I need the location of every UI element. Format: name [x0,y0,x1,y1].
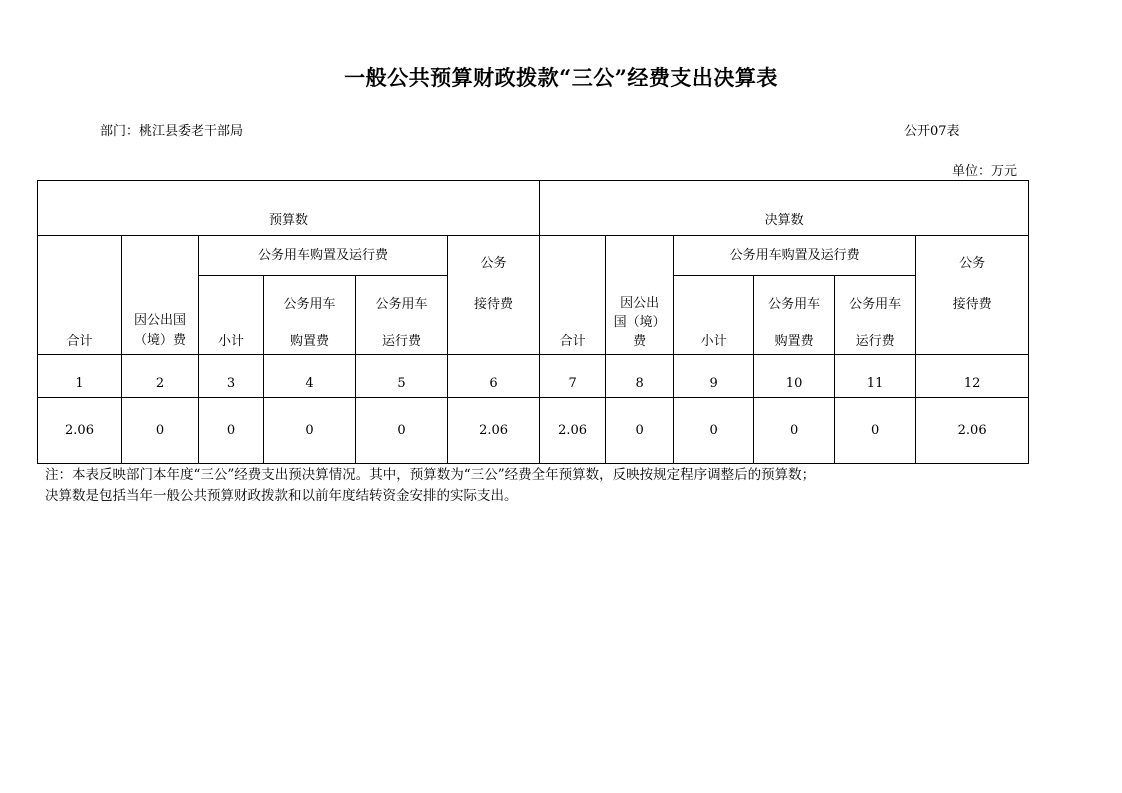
final-abroad-line1: 因公出 [620,296,660,311]
page-title: 一般公共预算财政拨款“三公”经费支出决算表 [344,65,778,90]
value-cell: 0 [264,398,356,464]
final-purchase-line2: 购置费 [774,334,814,349]
footnote-line1: 注：本表反映部门本年度“三公”经费支出预决算情况。其中，预算数为“三公”经费全年预算数，反映按规定程序调整后的预算数； [45,467,816,483]
budget-purchase-header [264,276,356,355]
value-cell: 2.06 [916,398,1029,464]
col-number: 12 [916,355,1029,398]
final-operation-line2: 运行费 [855,334,895,349]
col-number: 8 [606,355,674,398]
final-total-header: 合计 [540,236,606,355]
footnote-line2: 决算数是包括当年一般公共预算财政拨款和以前年度结转资金安排的实际支出。 [45,488,518,504]
budget-reception-line2: 接待费 [474,297,514,312]
final-purchase-header [754,276,835,355]
value-cell: 0 [606,398,674,464]
final-operation-line1: 公务用车 [849,297,902,312]
final-vehicle-group-header: 公务用车购置及运行费 [674,236,916,276]
final-reception-header [916,236,1029,355]
col-number: 9 [674,355,754,398]
value-cell: 0 [835,398,916,464]
budget-reception-header [448,236,540,355]
value-cell: 2.06 [448,398,540,464]
final-purchase-line1: 公务用车 [768,297,821,312]
budget-section-header: 预算数 [38,181,540,236]
unit-label: 单位：万元 [952,164,1018,179]
budget-operation-line1: 公务用车 [375,297,428,312]
value-cell: 2.06 [540,398,606,464]
final-reception-line2: 接待费 [952,297,992,312]
final-abroad-header [606,236,674,355]
final-abroad-line3: 费 [633,334,647,349]
budget-purchase-line1: 公务用车 [283,297,336,312]
col-number: 1 [38,355,122,398]
value-cell: 0 [122,398,199,464]
final-section-header: 决算数 [540,181,1029,236]
col-number: 7 [540,355,606,398]
final-subtotal-header: 小计 [674,276,754,355]
value-cell: 0 [199,398,264,464]
col-number: 2 [122,355,199,398]
col-number: 5 [356,355,448,398]
expenditure-table [37,180,1029,464]
budget-subtotal-header: 小计 [199,276,264,355]
budget-total-header: 合计 [38,236,122,355]
col-number: 4 [264,355,356,398]
value-cell: 0 [356,398,448,464]
budget-operation-header [356,276,448,355]
value-cell: 0 [754,398,835,464]
final-operation-header [835,276,916,355]
value-cell: 2.06 [38,398,122,464]
budget-vehicle-group-header: 公务用车购置及运行费 [199,236,448,276]
col-number: 6 [448,355,540,398]
col-number: 3 [199,355,264,398]
department-label: 部门：桃江县委老干部局 [100,124,244,139]
value-cell: 0 [674,398,754,464]
form-code: 公开07表 [904,124,960,139]
budget-reception-line1: 公务 [480,256,507,271]
final-reception-line1: 公务 [959,256,986,271]
budget-purchase-line2: 购置费 [289,334,329,349]
col-number: 11 [835,355,916,398]
footnote [45,465,1105,507]
col-number: 10 [754,355,835,398]
final-abroad-line2: 国（境） [613,315,666,330]
budget-abroad-header: 因公出国（境）费 [122,236,199,355]
budget-operation-line2: 运行费 [381,334,421,349]
